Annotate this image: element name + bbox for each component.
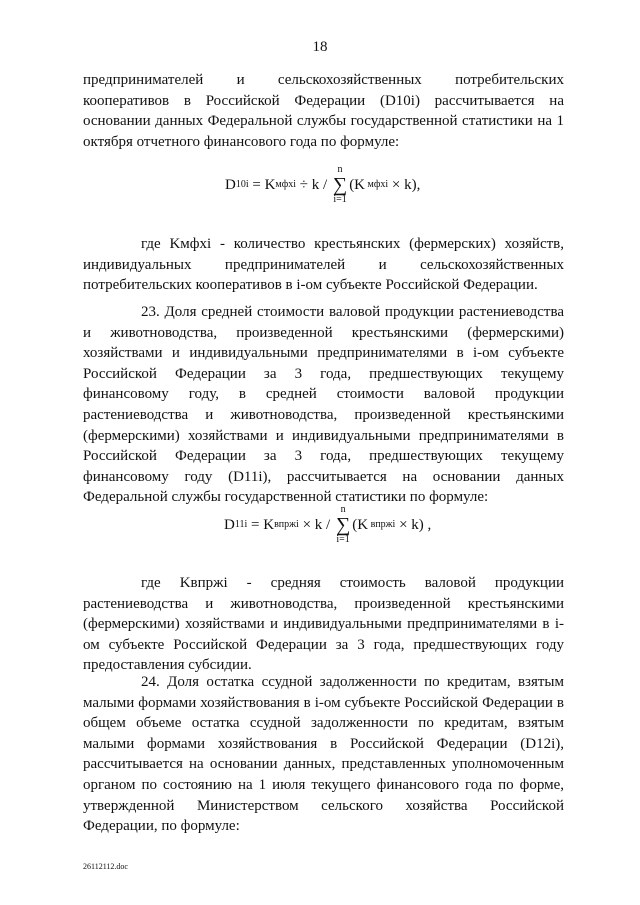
formula-1-close: × k), xyxy=(388,176,421,193)
footer-file-name: 26112112.doc xyxy=(83,862,128,871)
formula-2-eq: = K xyxy=(247,516,275,533)
formula-2-open: (K xyxy=(352,516,369,533)
formula-d10i xyxy=(225,165,420,205)
formula-2-mid: × k / xyxy=(298,516,334,533)
paragraph-2-text: где Kмфхi - количество крестьянских (фермерских) хозяйств, индивидуальных предпринимателей и сельскохозяйственных потребительских кооперативов в i-ом субъекте Российской Федерации. xyxy=(83,236,564,294)
paragraph-3 xyxy=(83,302,564,508)
page-number: 18 xyxy=(312,39,328,55)
formula-2-lhs-sub: 11i xyxy=(234,519,248,530)
formula-2-k2-sub: впржi xyxy=(368,519,396,530)
paragraph-3-text: 23. Доля средней стоимости валовой продукции растениеводства и животноводства, произведенной крестьянскими (фермерскими) хозяйствами и индивидуальными предпринимателями в i-ом субъекте Российской Федерации за 3 года, предшествующих текущему финансовому году, в средней стоимости валовой продукции растениеводства и животноводства, произведенной крестьянскими (фермерскими) хозяйствами и индивидуальными предпринимателями в Российской Федерации за 3 года, предшествующих текущему финансовому году (D11i), рассчитывается на основании данных Федеральной службы государственной статистики по формуле: xyxy=(83,304,564,506)
formula-1-sum-bottom: i=1 xyxy=(333,194,347,205)
paragraph-4 xyxy=(83,573,564,676)
paragraph-4-text: где Kвпржi - средняя стоимость валовой продукции растениеводства и животноводства, произведенной крестьянскими (фермерскими) хозяйствами и индивидуальными предпринимателями в i-ом субъекте Российской Федерации за 3 года, предшествующих году предоставления субсидии. xyxy=(83,575,564,674)
formula-1-mid: ÷ k / xyxy=(296,176,331,193)
formula-1-sum xyxy=(333,165,347,205)
paragraph-5-text: 24. Доля остатка ссудной задолженности по кредитам, взятым малыми формами хозяйствования в i-ом субъекте Российской Федерации в общем объеме остатка ссудной задолженности по кредитам, взятым малыми формами хозяйствования в Российской Федерации (D12i), рассчитывается на основании данных, представленных уполномоченным органом по состоянию на 1 июля текущего финансового года по форме, утвержденной Министерством сельского хозяйства Российской Федерации, по формуле: xyxy=(83,674,564,835)
formula-1-sum-sign: ∑ xyxy=(332,174,348,196)
formula-2-close: × k) , xyxy=(395,516,432,533)
formula-2-sum xyxy=(336,505,350,545)
formula-1-sum-top: n xyxy=(337,164,343,175)
formula-d11i xyxy=(224,505,431,545)
paragraph-5 xyxy=(83,672,564,837)
paragraph-2 xyxy=(83,234,564,296)
paragraph-1 xyxy=(83,70,564,152)
paragraph-1-text: предпринимателей и сельскохозяйственных потребительских кооперативов в Российской Федерации (D10i) рассчитывается на основании данных Федеральной службы государственной статистики на 1 октября отчетного финансового года по формуле: xyxy=(83,72,564,150)
formula-1-open: (K xyxy=(349,176,366,193)
formula-1-lhs: D xyxy=(225,176,236,193)
formula-2-k1-sub: впржi xyxy=(274,519,299,530)
formula-1-k1-sub: мфхi xyxy=(275,179,297,190)
formula-1-eq: = K xyxy=(248,176,276,193)
formula-2-sum-top: n xyxy=(340,504,346,515)
formula-2-sum-sign: ∑ xyxy=(335,514,351,536)
formula-2-sum-bottom: i=1 xyxy=(336,534,350,545)
formula-2-lhs: D xyxy=(224,516,235,533)
formula-1-lhs-sub: 10i xyxy=(235,179,249,190)
formula-1-k2-sub: мфхi xyxy=(365,179,389,190)
